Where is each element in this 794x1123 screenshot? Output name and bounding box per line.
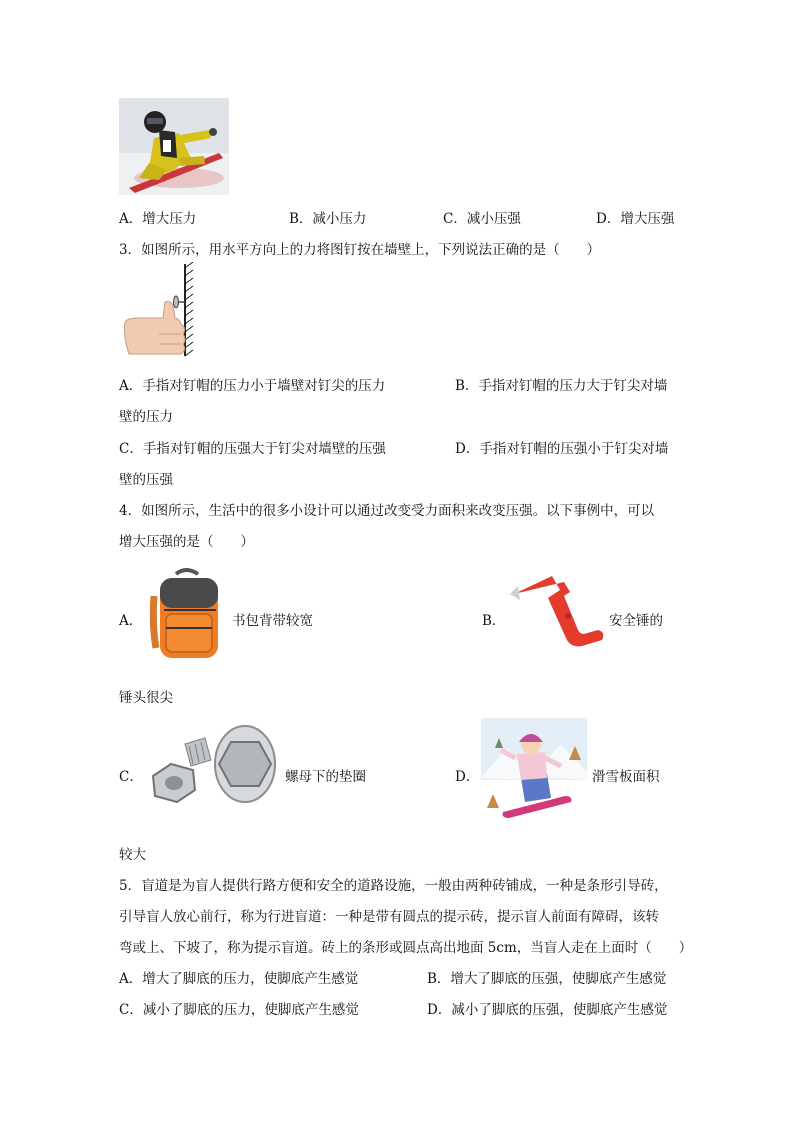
question-4-stem: 4．如图所示，生活中的很多小设计可以通过改变受力面积来改变压强。以下事例中，可以 (119, 503, 655, 519)
question-5-option-c: C．减小了脚底的压力，使脚底产生感觉 (119, 1002, 359, 1018)
question-4-option-d-text-continued: 较大 (119, 847, 146, 863)
question-4-option-a-letter: A． (119, 613, 143, 629)
question-4-stem-continued: 增大压强的是（ ） (119, 534, 254, 550)
question-3-stem: 3．如图所示，用水平方向上的力将图钉按在墙壁上，下列说法正确的是（ ） (119, 242, 601, 258)
question-3-option-c: C．手指对钉帽的压强大于钉尖对墙壁的压强 (119, 441, 386, 457)
option-a: A．增大压力 (119, 211, 197, 227)
nut-and-bolt-image (145, 716, 279, 812)
safety-hammer-image (508, 572, 608, 652)
snowboard-cartoon-image (481, 718, 587, 826)
option-c: C．减小压强 (443, 211, 521, 227)
question-4-option-c-text: 螺母下的垫圈 (285, 769, 366, 785)
question-5-stem-line-3: 弯或上、下坡了，称为提示盲道。砖上的条形或圆点高出地面 5cm，当盲人走在上面时（ ） (119, 940, 693, 956)
backpack-image (146, 566, 230, 662)
option-b: B．减小压力 (289, 211, 367, 227)
question-3-option-b: B．手指对钉帽的压力大于钉尖对墙 (455, 378, 668, 394)
snowboarder-photo (119, 98, 229, 195)
question-3-option-d-continued: 壁的压强 (119, 472, 173, 488)
question-5-option-d: D．减小了脚底的压强，使脚底产生感觉 (427, 1002, 668, 1018)
question-4-option-c-letter: C． (119, 769, 143, 785)
question-5-option-b: B．增大了脚底的压强，使脚底产生感觉 (427, 971, 667, 987)
question-5-option-a: A．增大了脚底的压力，使脚底产生感觉 (119, 971, 359, 987)
thumb-pushpin-diagram (119, 262, 199, 358)
question-5-stem-line-1: 5．盲道是为盲人提供行路方便和安全的道路设施，一般由两种砖铺成，一种是条形引导砖， (119, 878, 668, 894)
question-5-stem-line-2: 引导盲人放心前行，称为行进盲道：一种是带有圆点的提示砖，提示盲人前面有障碍，该转 (119, 909, 659, 925)
question-4-option-b-text: 安全锤的 (609, 613, 663, 629)
question-3-option-a: A．手指对钉帽的压力小于墙壁对钉尖的压力 (119, 378, 386, 394)
question-4-option-d-text: 滑雪板面积 (592, 769, 660, 785)
question-3-option-d: D．手指对钉帽的压强小于钉尖对墙 (455, 441, 669, 457)
question-3-option-b-continued: 壁的压力 (119, 409, 173, 425)
question-4-option-a-text: 书包背带较宽 (232, 613, 313, 629)
question-4-option-b-text-continued: 锤头很尖 (119, 690, 173, 706)
question-4-option-d-letter: D． (455, 769, 480, 785)
question-4-option-b-letter: B． (482, 613, 506, 629)
option-d: D．增大压强 (596, 211, 675, 227)
